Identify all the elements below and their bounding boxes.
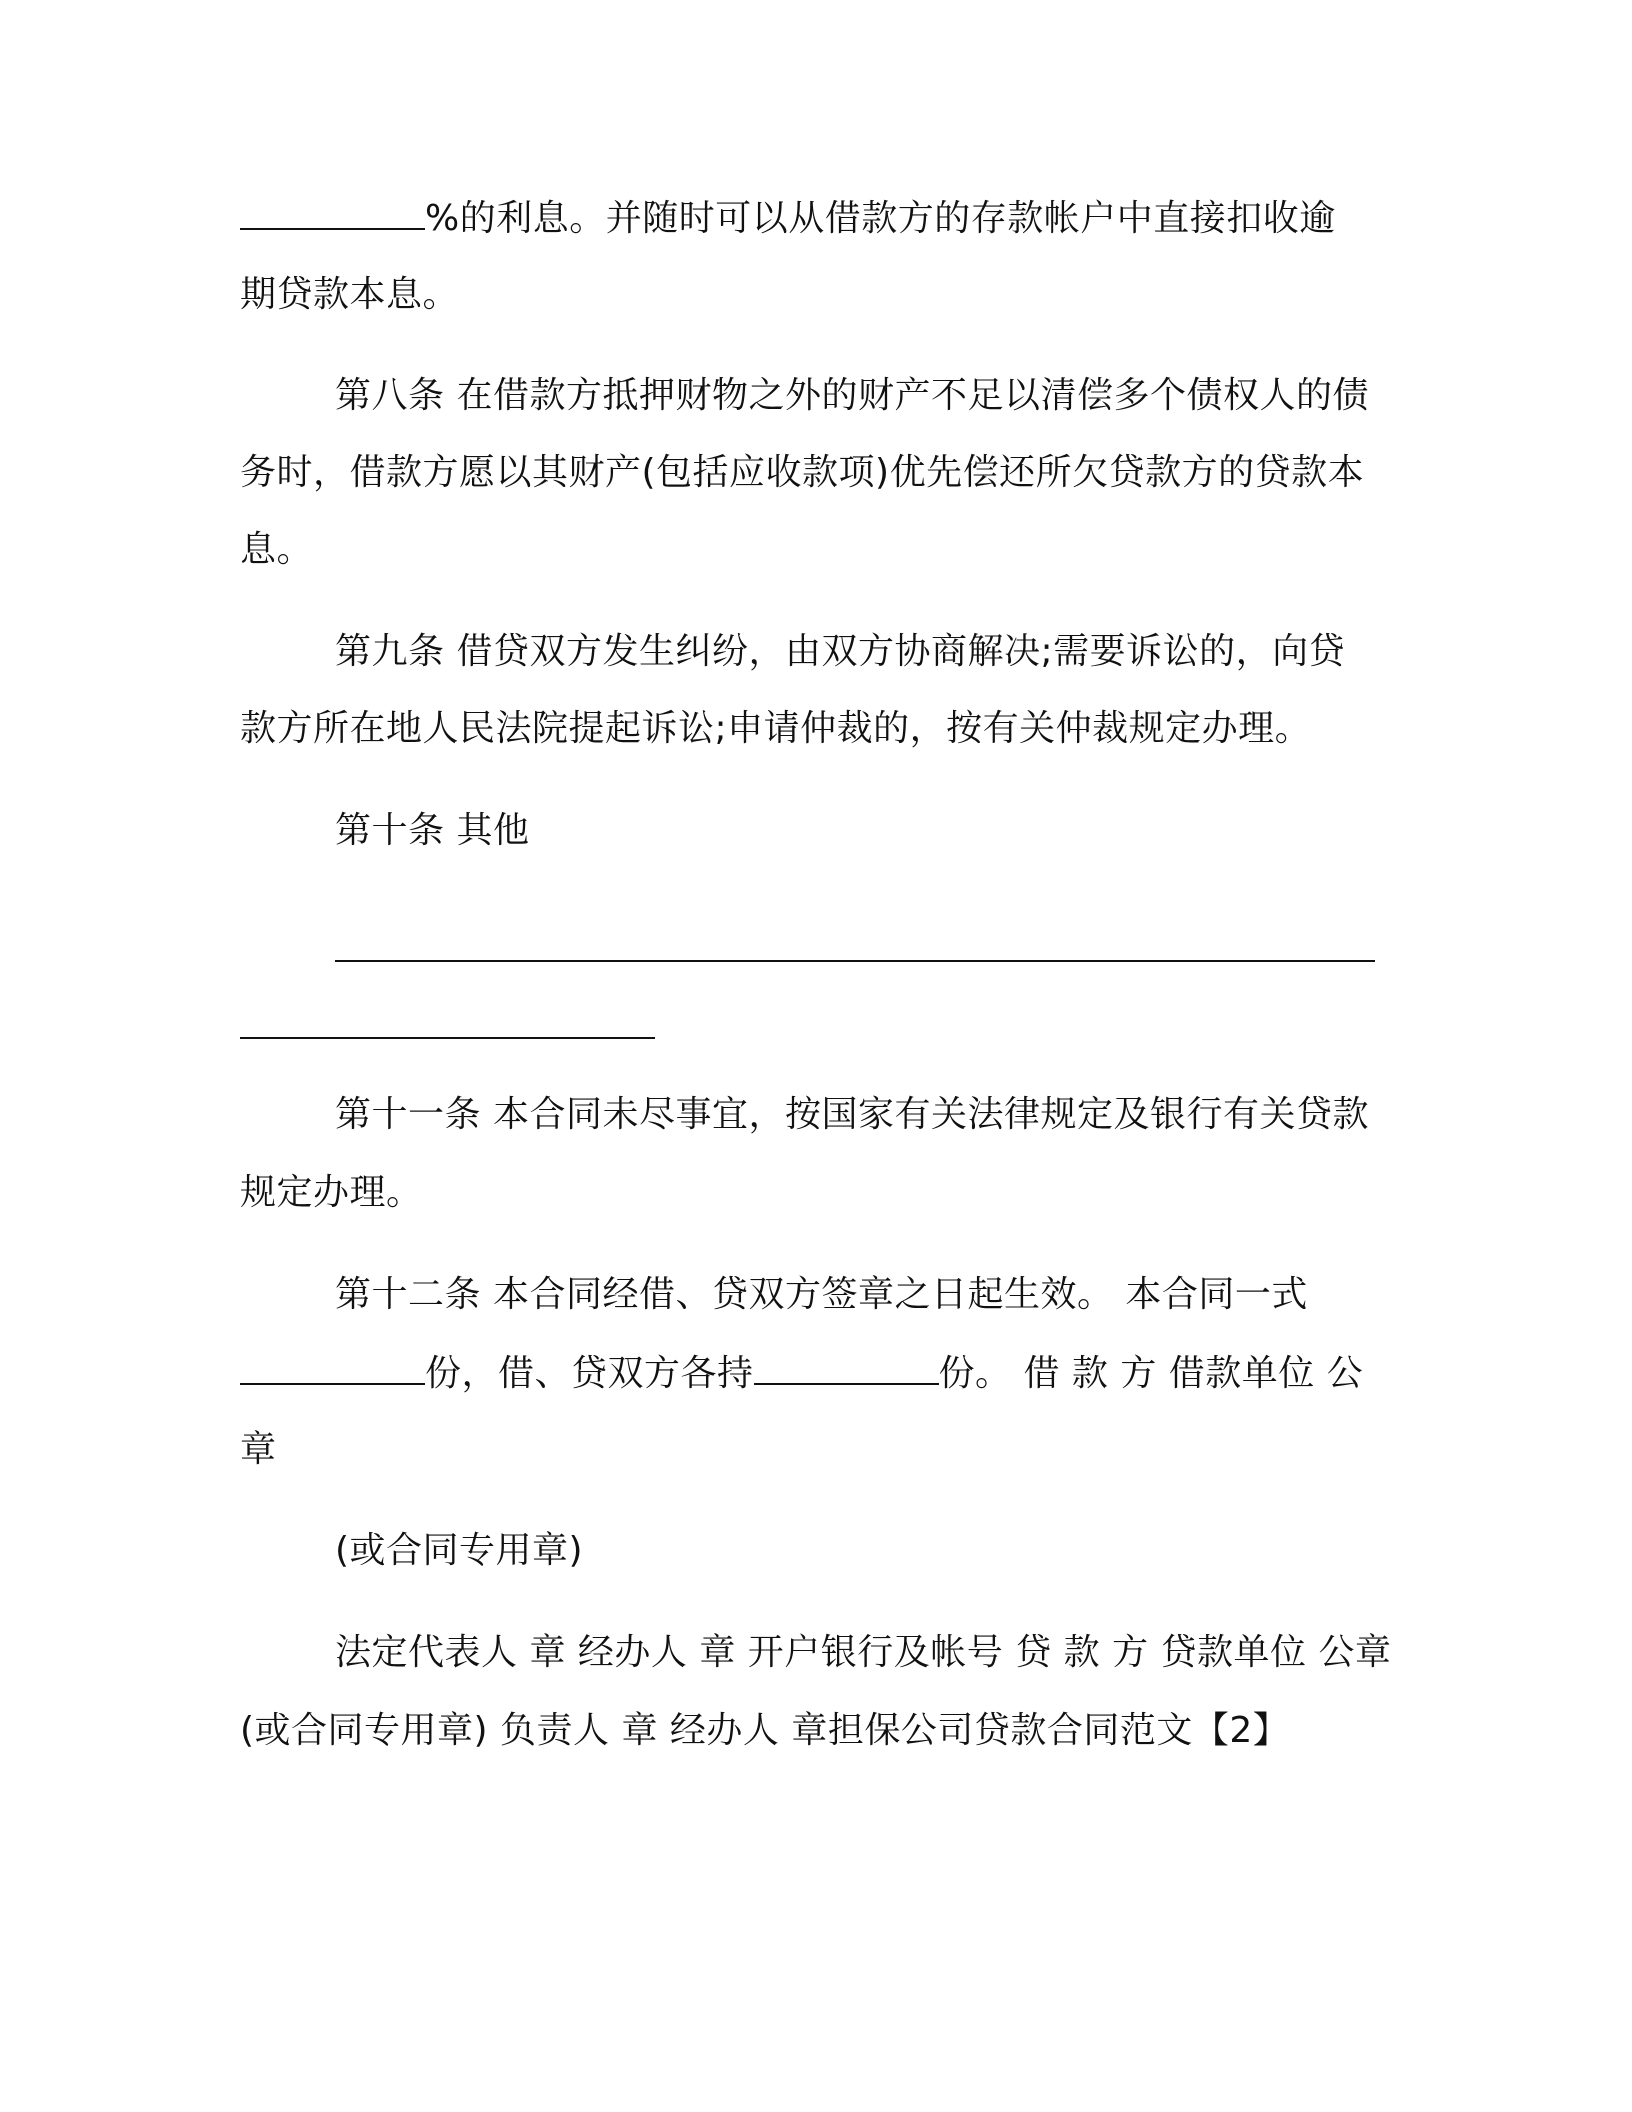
fill-in-blank-long: [240, 1037, 655, 1039]
line-text: 款方所在地人民法院提起诉讼;申请仲裁的，按有关仲裁规定办理。: [240, 708, 1312, 749]
signature-line: [240, 1708, 1390, 1754]
text-line: [240, 1170, 1390, 1216]
line-text: 第十条 其他: [335, 810, 530, 851]
line-text: 份，借、贷双方各持: [425, 1353, 754, 1394]
line-text: 第九条 借贷双方发生纠纷，由双方协商解决;需要诉讼的，向贷: [335, 631, 1346, 672]
text-line: [240, 1349, 1390, 1395]
fill-in-blank-long: [335, 960, 1375, 962]
line-text: 法定代表人 章 经办人 章 开户银行及帐号 贷 款 方 贷款单位 公章: [335, 1632, 1392, 1673]
fill-in-blank: [240, 194, 425, 230]
fill-in-blank: [240, 1349, 425, 1385]
line-text: %的利息。并随时可以从借款方的存款帐户中直接扣收逾: [425, 198, 1336, 239]
text-line: [240, 1427, 1390, 1473]
line-text: 第十二条 本合同经借、贷双方签章之日起生效。 本合同一式: [335, 1274, 1308, 1315]
line-text: (或合同专用章) 负责人 章 经办人 章担保公司贷款合同范文【2】: [240, 1710, 1290, 1751]
text-line: [240, 706, 1390, 752]
line-text: 章: [240, 1429, 277, 1470]
line-text: 规定办理。: [240, 1172, 423, 1213]
signature-line: [335, 1630, 1485, 1676]
text-line: [240, 527, 1390, 573]
article-10-line: [335, 808, 1485, 854]
line-text: (或合同专用章): [335, 1530, 584, 1571]
text-line: [335, 1528, 1485, 1574]
line-text: 份。 借 款 方 借款单位 公: [938, 1353, 1364, 1394]
article-8-line: [335, 373, 1485, 419]
text-line: [240, 450, 1390, 496]
line-text: 期贷款本息。: [240, 274, 460, 315]
text-line: [240, 194, 1390, 240]
article-11-line: [335, 1092, 1485, 1138]
article-9-line: [335, 629, 1485, 675]
line-text: 第八条 在借款方抵押财物之外的财产不足以清偿多个债权人的债: [335, 375, 1369, 416]
fill-in-blank: [754, 1349, 939, 1385]
line-text: 息。: [240, 529, 314, 570]
line-text: 第十一条 本合同未尽事宜，按国家有关法律规定及银行有关贷款: [335, 1094, 1369, 1135]
text-line: [240, 272, 1390, 318]
article-12-line: [335, 1272, 1485, 1318]
line-text: 务时，借款方愿以其财产(包括应收款项)优先偿还所欠贷款方的贷款本: [240, 452, 1365, 493]
